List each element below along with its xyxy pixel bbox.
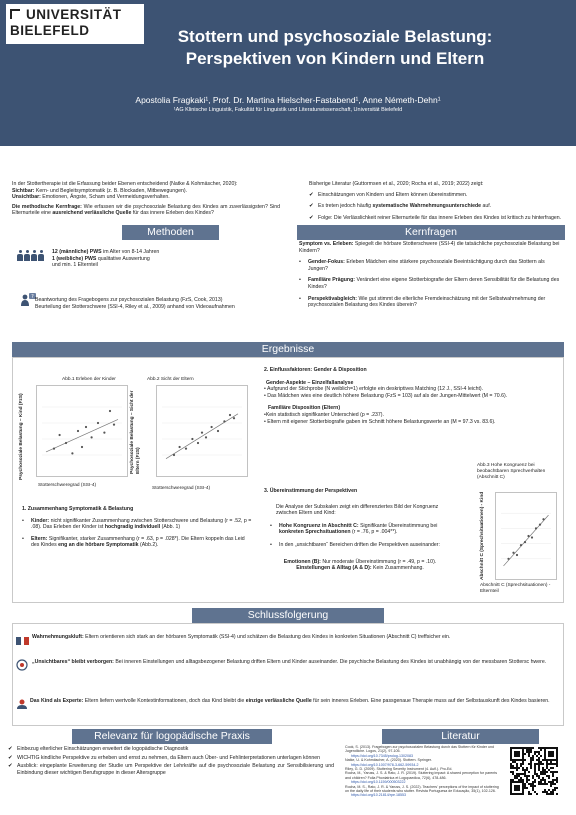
title-line2: Perspektiven von Kindern und Eltern <box>185 49 485 68</box>
data-point <box>173 454 175 456</box>
data-point <box>191 438 193 440</box>
result3-b1: • Hohe Kongruenz in Abschnitt C: Signifikante Übereinstimmung bei konkreten Sprechsituationen (r = .76, p = .004**). <box>270 522 438 536</box>
kernfrage-2: • Gender-Fokus: Erleben Mädchen eine stärkere psychosoziale Beeinträchtigung durch das Stottern als Jungen? <box>299 259 545 272</box>
plot3-ylabel: Abschnitt C (Sprechsituationen) - Kind <box>480 491 485 580</box>
poster-header <box>0 0 576 146</box>
data-point <box>507 558 509 560</box>
result2-f1: •Kein statistisch signifikanter Unterschied (p = .237). <box>264 411 384 418</box>
logo-mark-icon <box>10 9 20 19</box>
plot-border <box>496 493 557 580</box>
data-point <box>109 410 111 412</box>
plot1-xlabel: Stotterschweregrad (SSI-4) <box>38 483 97 488</box>
relevanz-list <box>8 746 334 779</box>
result1-title: 1. Zusammenhang Symptomatik & Belastung <box>22 506 134 512</box>
data-point <box>65 442 67 444</box>
reference-entry: Rocha, M., Yaruss, J. S. & Rato, J. R. (2019). Stuttering impact: A shared perception for parents and children? Folia Phoniatrica et Logopaedica, 72(6), 478-486. <box>345 771 498 780</box>
hintergrund-p3: Unsichtbar: Emotionen, Ängste, Scham und Vermeidungsverhalten. <box>12 194 170 201</box>
reference-link[interactable]: https://doi.org/10.1159/000503222 <box>351 780 406 785</box>
hintergrund-bullet1: ✔ Einschätzungen von Kindern und Eltern können übereinstimmen. <box>309 191 468 198</box>
hintergrund-right-intro: Bisherige Literatur (Guttormsen et al., 2020; Rocha et al., 2019; 2022) zeigt: <box>309 181 484 187</box>
result3 <box>264 488 456 572</box>
svg-text:?: ? <box>31 294 34 300</box>
check-icon: ✔ <box>8 754 13 761</box>
data-point <box>539 524 541 526</box>
result2-f2: • Eltern mit eigener Stotterbiografie gaben im Schnitt höhere Belastungswerte an (M = 97.3 vs. 83.6). <box>264 418 496 425</box>
data-point <box>113 424 115 426</box>
hintergrund-right <box>309 181 565 224</box>
data-point <box>81 446 83 448</box>
reference-link[interactable]: https://doi.org/10.7345/prolog-1302083 <box>351 753 413 758</box>
result2-gender-title: Gender-Aspekte – Einzelfallanalyse <box>266 379 354 386</box>
plot1-chart <box>36 385 128 477</box>
schluss-1: Wahrnehmungskluft: Eltern orientieren sich stark an der hörbaren Symptomatik (SSI-4) und schätzen die Belastung des Kindes in konkreten Situationen (Abschnitt C) treffsicher ein. <box>32 634 451 640</box>
result3-emotionen: Emotionen (B): Nur moderate Übereinstimmung (r = .49, p = .10). <box>283 558 437 565</box>
qr-code[interactable] <box>510 747 558 795</box>
plot3-xlabel: Abschnitt C (Sprechsituationen) - Elternteil <box>480 583 551 594</box>
questionnaire-icon <box>20 293 36 307</box>
plot2-title: Abb.2 Sicht der Eltern <box>147 377 194 382</box>
relevanz-1: ✔ Einbezug elterlicher Einschätzungen erweitert die logopädische Diagnostik <box>8 746 189 752</box>
plot-border <box>157 386 248 477</box>
reference-entry: Cook, S. (2013). Fragebogen zur psychosozialen Belastung durch das Stottern für Kinder und Jugendliche. Logos, 21(2), 97-105. <box>345 745 495 754</box>
result3-title: 3. Übereinstimmung der Perspektiven <box>264 488 358 494</box>
reference-entry: Rocha, M. S., Rato, J. R. & Yaruss, J. S. (2022). Teachers' perceptions of the impact of stuttering on the daily life of their students who stutter. Revista Portuguesa de Educação, 35(1), 102-126. <box>345 784 499 794</box>
affiliation: ¹AG Klinische Linguistik, Fakultät für Linguistik und Literaturwissenschaft, Universität Bielefeld <box>173 107 403 113</box>
title-line1: Stottern und psychosoziale Belastung: <box>177 27 493 46</box>
kernfrage-4: • Perspektivabgleich: Wie gut stimmt die elterliche Fremdeinschätzung mit der Selbstwahrnehmung der psychosozialen Belastung des Kindes überein? <box>299 295 546 309</box>
data-point <box>97 422 99 424</box>
plot3-chart <box>495 492 557 580</box>
data-point <box>59 434 61 436</box>
data-point <box>524 541 526 543</box>
plot2-chart <box>156 385 248 477</box>
data-point <box>233 417 235 419</box>
plot3-title: Abb.3 Hohe Kongruenz bei beobachtbaren Sprechverhalten (Abschnitt C) <box>477 463 546 480</box>
result2-family-title: Familiäre Disposition (Eltern) <box>268 405 341 412</box>
data-point <box>542 518 544 520</box>
plot2-ylabel: Psychosoziale Belastung – Sicht der Eltern (FzS) <box>130 390 141 474</box>
reference-entry: Riley, G. D. (2009). Stuttering Severity Instrument (4. Aufl.). Pro-Ed. <box>345 767 453 772</box>
data-point <box>179 446 181 448</box>
check-icon: ✔ <box>309 203 314 210</box>
poster-title <box>100 26 570 70</box>
data-point <box>71 452 73 454</box>
data-point <box>520 544 522 546</box>
data-point <box>512 552 514 554</box>
section-kernfragen: Kernfragen <box>297 225 565 240</box>
data-point <box>197 442 199 444</box>
data-point <box>516 554 518 556</box>
methoden-instruments: Beantwortung des Fragebogens zur psychosozialen Belastung (FzS, Cook, 2013) Beurteilung der Stotterschwere (SSI-4, Riley et al., 2009) anhand von Videoaufnahmen <box>35 297 235 310</box>
literatur-list <box>345 745 500 798</box>
data-point <box>77 430 79 432</box>
relevanz-2: ✔ WICHTIG kindliche Perspektive zu erheben und ernst zu nehmen, da Eltern auch Über- und Fehlinterpretationen unterlagen können <box>8 754 321 761</box>
data-point <box>53 448 55 450</box>
logo-line2: BIELEFELD <box>10 23 90 38</box>
logo-line1: UNIVERSITÄT <box>26 7 122 22</box>
hintergrund-bullet3: ✔ Folge: Die Verlässlichkeit reiner Elternurteile für das innere Erleben des Kindes ist kritisch zu hinterfragen. <box>309 214 562 221</box>
data-point <box>205 436 207 438</box>
schluss-2: „Unsichtbares“ bleibt verborgen: Bei inneren Einstellungen und alltagsbezogener Belastung driften Eltern und Kinder auseinander. Die psychische Belastung des Kindes ist unabhängig von der messbaren Stottersc hwere. <box>32 659 547 665</box>
data-point <box>535 527 537 529</box>
section-literatur: Literatur <box>382 729 539 744</box>
result2-title: 2. Einflussfaktoren: Gender & Disposition <box>264 367 367 373</box>
data-point <box>527 535 529 537</box>
people-icon <box>17 250 44 261</box>
hintergrund-p1: In der Stottertherapie ist die Erfassung beider Ebenen entscheidend (Natke & Kohmäscher, 2020): <box>12 181 238 187</box>
reference-entry: Natke, U. & Kohmäscher, A. (2020). Stottern. Springer. <box>345 758 432 763</box>
check-icon: ✔ <box>309 191 314 198</box>
methoden-participants: 12 (männliche) PWS im Alter von 8-14 Jahren 1 (weibliche) PWS qualitative Auswertung und min. 1 Elternteil <box>52 249 160 269</box>
data-point <box>229 414 231 416</box>
plot1-ylabel: Psychosoziale Belastung – Kind (FzS) <box>19 393 24 480</box>
data-point <box>217 430 219 432</box>
section-relevanz: Relevanz für logopädische Praxis <box>72 729 272 744</box>
authors: Apostolia Fragkaki¹, Prof. Dr. Martina Hielscher-Fastabend¹, Anne Németh-Dehn¹ <box>135 95 441 105</box>
data-point <box>211 426 213 428</box>
data-point <box>185 448 187 450</box>
data-point <box>531 536 533 538</box>
check-icon: ✔ <box>8 746 13 752</box>
plot-border <box>37 386 128 477</box>
section-ergebnisse: Ergebnisse <box>12 342 564 357</box>
result3-intro: Die Analyse der Subskalen zeigt ein differenziertes Bild der Kongruenz zwischen Eltern und Kind: <box>276 503 439 517</box>
reference-link[interactable]: https://doi.org/10.1007/978-3-662-59934-2 <box>351 762 419 767</box>
plot1-title: Abb.1 Erleben der Kinder <box>62 377 116 382</box>
section-schlussfolgerung: Schlussfolgerung <box>192 608 384 623</box>
hidden-eye-icon <box>16 658 28 670</box>
data-point <box>103 432 105 434</box>
kernfrage-3: • Familiäre Prägung: Verändert eine eigene Stotterbiografie der Eltern deren Sensibilität für die Belastung des Kindes? <box>299 277 560 290</box>
result3-b2: • In den „unsichtbaren“ Bereichen driften die Perspektiven auseinander: <box>270 541 440 548</box>
result2-g2: • Das Mädchen wies eine deutlich höhere Belastung (FzS = 103) auf als der Jungen-Mittelwert (M = 70.6). <box>264 392 508 399</box>
result1-kinder: • Kinder: nicht signifikanter Zusammenhang zwischen Stotterschwere und Belastung (r = .52, p = .08). Das Erleben der Kinder ist hochgradig individuell (Abb. 1) <box>22 517 252 531</box>
hintergrund-bullet2: ✔ Es treten jedoch häufig systematische Wahrnehmungsunterschiede auf. <box>309 203 492 210</box>
kernfragen-list <box>299 241 561 311</box>
data-point <box>85 426 87 428</box>
kernfrage-1: Symptom vs. Erleben: Spiegelt die hörbare Stotterschwere (SSI-4) die tatsächliche psychosoziale Belastung bei Kindern? <box>299 241 560 254</box>
expert-icon <box>16 696 28 706</box>
gap-icon <box>16 633 29 643</box>
data-point <box>223 420 225 422</box>
check-icon: ✔ <box>8 763 13 770</box>
result2-g1: • Aufgrund der Stichprobe (N weiblich=1) erfolgte ein deskriptives Matching (12 J., SSI-4 leicht). <box>264 386 484 393</box>
data-point <box>201 432 203 434</box>
data-point <box>91 436 93 438</box>
section-methoden: Methoden <box>122 225 219 240</box>
reference-link[interactable]: https://doi.org/10.21814/rpe.18553 <box>351 793 406 798</box>
result1 <box>22 506 254 551</box>
plot2-xlabel: Stotterschweregrad (SSI-4) <box>152 486 211 491</box>
result3-einstellungen: Einstellungen & Alltag (A & D): Kein Zusammenhang. <box>296 565 424 572</box>
check-icon: ✔ <box>309 214 314 221</box>
result2 <box>264 367 556 425</box>
relevanz-3: ✔ Ausblick: eingeplante Erweiterung der Studie um Perspektive der Lehrkräfte auf die psychosoziale Belastung zur Sensibilisierung und Einbindung dieser wichtigen Berufsgruppe in dieser Altersgruppe <box>8 763 334 776</box>
result1-eltern: • Eltern: Signifikanter, starker Zusammenhang (r = .63, p = .028*). Die Eltern koppeln das Leid des Kindes eng an die hörbare Symptomatik (Abb.2). <box>22 535 245 549</box>
hintergrund-question: Die methodische Kernfrage: Wie erfassen wir die psychosoziale Belastung des Kindes am zuverlässigsten? Sind Elternurteile eine ausreichend verlässliche Quelle für das innere Erleben des Kindes? <box>12 203 280 217</box>
hintergrund-p2: Sichtbar: Kern- und Begleitsymptomatik (z. B. Blockaden, Mitbewegungen). <box>12 187 188 194</box>
hintergrund-left <box>12 181 280 217</box>
schluss-3: Das Kind als Experte: Eltern liefern wertvolle Kontextinformationen, doch das Kind bleibt die einzige verlässliche Quelle für sein inneres Erleben. Eine passgenaue Therapie muss auf der Selbstauskunft des Kindes basieren. <box>30 698 550 704</box>
